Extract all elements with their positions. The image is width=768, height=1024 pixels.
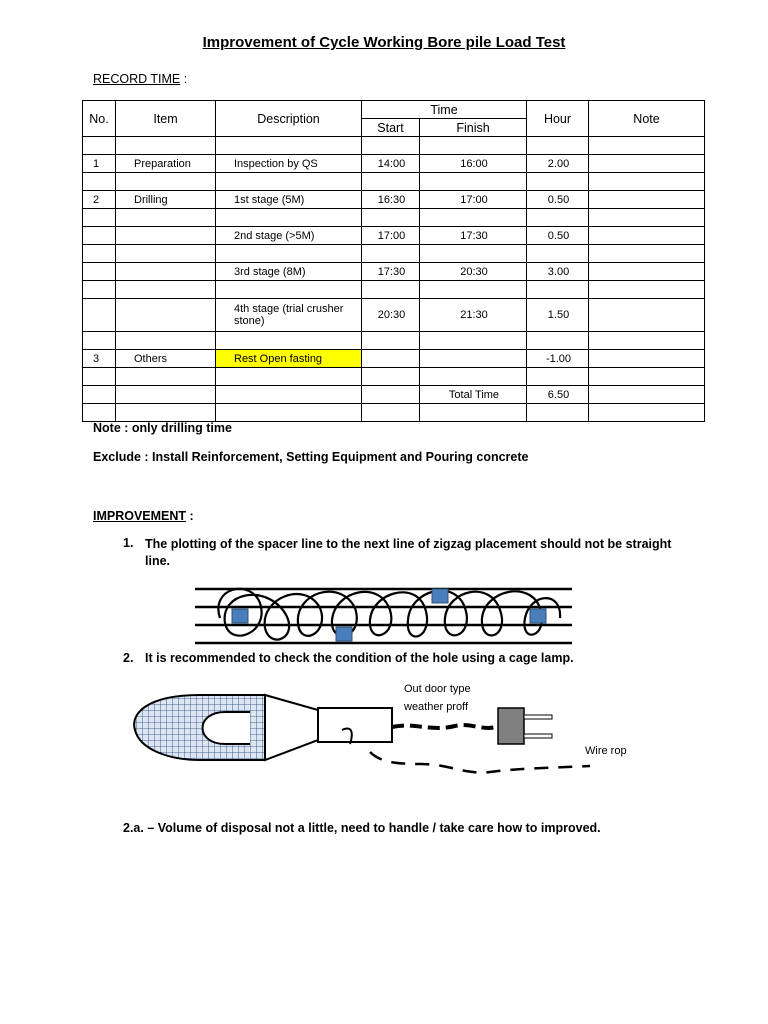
cell-no: 3 bbox=[83, 350, 116, 368]
cell-item bbox=[116, 209, 216, 227]
cell-start bbox=[362, 137, 420, 155]
cell-note bbox=[589, 368, 705, 386]
cell-hour bbox=[527, 245, 589, 263]
cell-note bbox=[589, 137, 705, 155]
cell-item bbox=[116, 173, 216, 191]
table-row bbox=[83, 209, 705, 227]
cell-note bbox=[589, 227, 705, 245]
cell-start: 17:00 bbox=[362, 227, 420, 245]
cell-description bbox=[216, 404, 362, 422]
cell-start bbox=[362, 404, 420, 422]
cell-hour bbox=[527, 209, 589, 227]
cell-note bbox=[589, 386, 705, 404]
cell-item bbox=[116, 263, 216, 281]
spacer-blocks bbox=[232, 589, 546, 641]
cell-no bbox=[83, 245, 116, 263]
cell-hour: 0.50 bbox=[527, 191, 589, 209]
cell-finish: 21:30 bbox=[420, 299, 527, 332]
spacer-block bbox=[232, 609, 248, 623]
cell-item bbox=[116, 299, 216, 332]
cell-hour: 0.50 bbox=[527, 227, 589, 245]
cell-note bbox=[589, 155, 705, 173]
cell-start bbox=[362, 368, 420, 386]
page-title: Improvement of Cycle Working Bore pile Load Test bbox=[202, 34, 566, 51]
wire-rope bbox=[370, 752, 590, 773]
cell-start bbox=[362, 209, 420, 227]
spacer-block bbox=[336, 627, 352, 641]
improvement-colon: : bbox=[186, 509, 194, 523]
table-row bbox=[83, 368, 705, 386]
table-row bbox=[83, 245, 705, 263]
cell-start: 17:30 bbox=[362, 263, 420, 281]
cell-hour bbox=[527, 281, 589, 299]
item-2-number: 2. bbox=[123, 651, 134, 665]
cell-no bbox=[83, 263, 116, 281]
table-row bbox=[83, 299, 705, 332]
lamp-label-outdoor: Out door type bbox=[404, 683, 471, 695]
cell-description bbox=[216, 332, 362, 350]
cell-item: Preparation bbox=[116, 155, 216, 173]
cell-no bbox=[83, 209, 116, 227]
cell-note bbox=[589, 209, 705, 227]
cell-item bbox=[116, 404, 216, 422]
cell-no: 2 bbox=[83, 191, 116, 209]
cell-no bbox=[83, 173, 116, 191]
header-finish: Finish bbox=[420, 119, 527, 137]
table-row bbox=[83, 227, 705, 245]
improvement-label: IMPROVEMENT bbox=[93, 509, 187, 523]
cell-start: 16:30 bbox=[362, 191, 420, 209]
cell-no bbox=[83, 299, 116, 332]
record-time-table bbox=[82, 100, 705, 422]
record-time-colon: : bbox=[180, 72, 188, 86]
cell-hour bbox=[527, 368, 589, 386]
plug-body bbox=[498, 708, 524, 744]
lamp-bulb bbox=[203, 712, 251, 744]
cell-finish bbox=[420, 245, 527, 263]
cell-finish: 16:00 bbox=[420, 155, 527, 173]
table-row bbox=[83, 350, 705, 368]
cell-hour: 1.50 bbox=[527, 299, 589, 332]
table-row bbox=[83, 155, 705, 173]
cell-note bbox=[589, 245, 705, 263]
table-row bbox=[83, 404, 705, 422]
item-1-number: 1. bbox=[123, 536, 134, 550]
spacer-block bbox=[530, 609, 546, 623]
cell-description: Rest Open fasting bbox=[216, 350, 362, 368]
note-line: Note : only drilling time bbox=[93, 421, 232, 435]
cell-finish bbox=[420, 332, 527, 350]
cell-note bbox=[589, 263, 705, 281]
header-description: Description bbox=[216, 101, 362, 137]
cell-description: 1st stage (5M) bbox=[216, 191, 362, 209]
cell-note bbox=[589, 281, 705, 299]
spacer-diagram bbox=[190, 578, 580, 650]
item-1-text: The plotting of the spacer line to the next line of zigzag placement should not be straight line. bbox=[145, 537, 672, 568]
cell-item bbox=[116, 281, 216, 299]
cell-finish: 17:00 bbox=[420, 191, 527, 209]
cell-no bbox=[83, 404, 116, 422]
cell-note bbox=[589, 404, 705, 422]
table-row bbox=[83, 137, 705, 155]
cell-description bbox=[216, 368, 362, 386]
cell-hour: 2.00 bbox=[527, 155, 589, 173]
table-row bbox=[83, 263, 705, 281]
table-row bbox=[83, 386, 705, 404]
cell-hour: -1.00 bbox=[527, 350, 589, 368]
cell-start bbox=[362, 281, 420, 299]
cell-description: 2nd stage (>5M) bbox=[216, 227, 362, 245]
cell-finish bbox=[420, 209, 527, 227]
cell-no: 1 bbox=[83, 155, 116, 173]
cell-item bbox=[116, 386, 216, 404]
header-item: Item bbox=[116, 101, 216, 137]
record-time-heading bbox=[93, 70, 187, 88]
plug-pin bbox=[524, 715, 552, 719]
cell-note bbox=[589, 173, 705, 191]
cell-start bbox=[362, 350, 420, 368]
spacer-block bbox=[432, 589, 448, 603]
cell-description: 4th stage (trial crusher stone) bbox=[216, 299, 362, 332]
cell-note bbox=[589, 332, 705, 350]
item-2-text: It is recommended to check the condition of the hole using a cage lamp. bbox=[145, 651, 574, 665]
cell-no bbox=[83, 368, 116, 386]
cell-finish bbox=[420, 368, 527, 386]
table-row bbox=[83, 173, 705, 191]
cell-start bbox=[362, 386, 420, 404]
cell-description: Inspection by QS bbox=[216, 155, 362, 173]
header-start: Start bbox=[362, 119, 420, 137]
cell-item: Drilling bbox=[116, 191, 216, 209]
lamp-label-wire: Wire rop bbox=[585, 745, 627, 757]
cell-hour bbox=[527, 137, 589, 155]
plug-pin bbox=[524, 734, 552, 738]
table-row bbox=[83, 191, 705, 209]
cell-hour bbox=[527, 173, 589, 191]
cell-finish bbox=[420, 404, 527, 422]
cage-lamp-diagram bbox=[130, 680, 630, 780]
record-time-label: RECORD TIME bbox=[93, 72, 181, 86]
table-row bbox=[83, 281, 705, 299]
cell-description bbox=[216, 209, 362, 227]
cell-note bbox=[589, 191, 705, 209]
cell-note bbox=[589, 350, 705, 368]
lamp-neck bbox=[265, 695, 318, 760]
cell-description: 3rd stage (8M) bbox=[216, 263, 362, 281]
improvement-heading bbox=[93, 507, 194, 525]
cell-item bbox=[116, 137, 216, 155]
cell-description bbox=[216, 173, 362, 191]
cell-no bbox=[83, 281, 116, 299]
cell-no bbox=[83, 386, 116, 404]
cell-start bbox=[362, 173, 420, 191]
cell-hour bbox=[527, 404, 589, 422]
cell-finish: 20:30 bbox=[420, 263, 527, 281]
lamp-socket bbox=[318, 708, 392, 742]
cell-item: Others bbox=[116, 350, 216, 368]
cell-description bbox=[216, 281, 362, 299]
cell-finish bbox=[420, 281, 527, 299]
cell-item bbox=[116, 368, 216, 386]
spiral-loops bbox=[218, 589, 560, 640]
header-no: No. bbox=[83, 101, 116, 137]
cell-finish bbox=[420, 350, 527, 368]
cell-description bbox=[216, 386, 362, 404]
table-row bbox=[83, 332, 705, 350]
cell-item bbox=[116, 227, 216, 245]
cell-hour: 3.00 bbox=[527, 263, 589, 281]
cell-hour: 6.50 bbox=[527, 386, 589, 404]
cell-note bbox=[589, 299, 705, 332]
cell-no bbox=[83, 227, 116, 245]
cell-description bbox=[216, 245, 362, 263]
item-2a-text: 2.a. – Volume of disposal not a little, need to handle / take care how to improved. bbox=[123, 821, 601, 835]
cell-finish: Total Time bbox=[420, 386, 527, 404]
cell-item bbox=[116, 245, 216, 263]
exclude-line: Exclude : Install Reinforcement, Setting Equipment and Pouring concrete bbox=[93, 450, 529, 464]
power-cable bbox=[392, 725, 498, 728]
cell-start bbox=[362, 332, 420, 350]
lamp-label-weather: weather proff bbox=[404, 701, 469, 713]
cell-finish bbox=[420, 173, 527, 191]
cell-start bbox=[362, 245, 420, 263]
header-note: Note bbox=[589, 101, 705, 137]
cell-finish bbox=[420, 137, 527, 155]
header-hour: Hour bbox=[527, 101, 589, 137]
cell-hour bbox=[527, 332, 589, 350]
cell-no bbox=[83, 332, 116, 350]
cell-start: 20:30 bbox=[362, 299, 420, 332]
cell-start: 14:00 bbox=[362, 155, 420, 173]
cell-item bbox=[116, 332, 216, 350]
header-time: Time bbox=[362, 101, 527, 119]
cell-finish: 17:30 bbox=[420, 227, 527, 245]
cell-no bbox=[83, 137, 116, 155]
cell-description bbox=[216, 137, 362, 155]
